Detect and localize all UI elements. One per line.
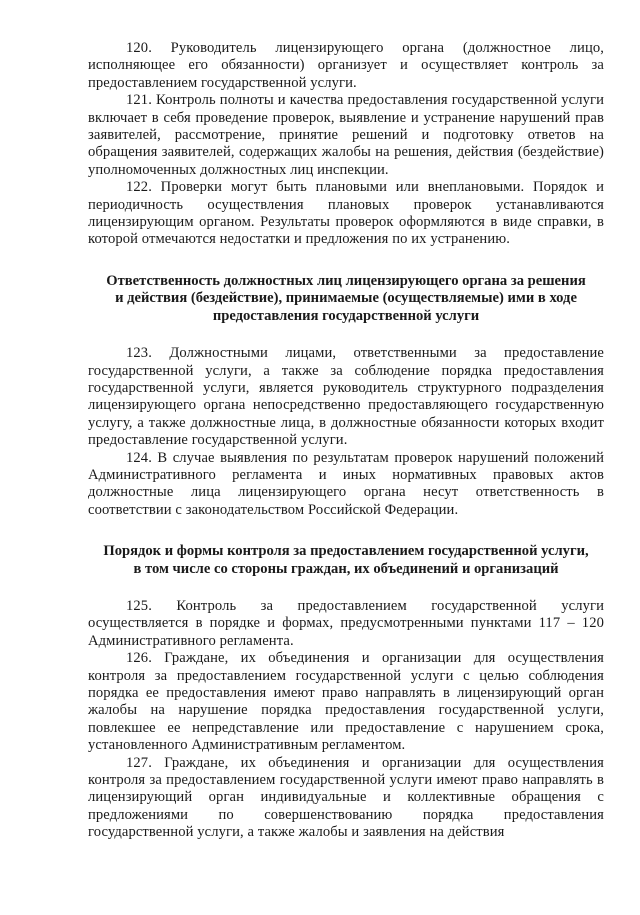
spacer xyxy=(88,249,604,273)
paragraph-126: 126. Граждане, их объединения и организации для осуществления контроля за предоставлением государственной услуги с целью соблюдения порядка ее предоставления имеют право направлять в лицензирующий орган жалобы на нарушение порядка предоставления государственной услуги, повлекшее ее непредставление или предоставление с нарушением срока, установленного Административным регламентом. xyxy=(88,650,604,754)
section-heading-responsibility: Ответственность должностных лиц лицензирующего органа за решения и действия (бездействие), принимаемые (осуществляемые) ими в ходе предоставления государственной услуги xyxy=(106,272,586,324)
spacer xyxy=(88,519,604,543)
paragraph-123: 123. Должностными лицами, ответственными за предоставление государственной услуги, а также за соблюдение порядка предоставления государственной услуги, является руководитель структурного подразделения лицензирующего органа непосредственно предоставляющего государственную услугу, а также должностные лица, в должностные обязанности которых входит предоставление государственной услуги. xyxy=(88,345,604,449)
paragraph-121: 121. Контроль полноты и качества предоставления государственной услуги включает в себя проведение проверок, выявление и устранение нарушений прав заявителей, рассмотрение, принятие решений и подготовку ответов на обращения заявителей, содержащих жалобы на решения, действия (бездействие) уполномоченных должностных лиц инспекции. xyxy=(88,92,604,178)
paragraph-124: 124. В случае выявления по результатам проверок нарушений положений Административного регламента и иных нормативных правовых актов должностные лица лицензирующего органа несут ответственность в соответствии с законодательством Российской Федерации. xyxy=(88,449,604,518)
paragraph-127: 127. Граждане, их объединения и организации для осуществления контроля за предоставлением государственной услуги имеют право направлять в лицензирующий орган индивидуальные и коллективные обращения с предложениями по совершенствованию порядка предоставления государственной услуги, а также жалобы и заявления на действия xyxy=(88,754,604,841)
spacer xyxy=(88,578,604,598)
paragraph-122: 122. Проверки могут быть плановыми или внеплановыми. Порядок и периодичность осуществления плановых проверок устанавливаются лицензирующим органом. Результаты проверок оформляются в виде справки, в которой отмечаются недостатки и предложения по их устранению. xyxy=(88,179,604,248)
document-page xyxy=(88,40,604,842)
section-heading-control: Порядок и формы контроля за предоставлением государственной услуги, в том числе со стороны граждан, их объединений и организаций xyxy=(103,543,589,577)
paragraph-125: 125. Контроль за предоставлением государственной услуги осуществляется в порядке и формах, предусмотренными пунктами 117 – 120 Административного регламента. xyxy=(88,597,604,649)
spacer xyxy=(88,325,604,345)
paragraph-120: 120. Руководитель лицензирующего органа (должностное лицо, исполняющее его обязанности) организует и осуществляет контроль за предоставлением государственной услуги. xyxy=(88,40,604,91)
